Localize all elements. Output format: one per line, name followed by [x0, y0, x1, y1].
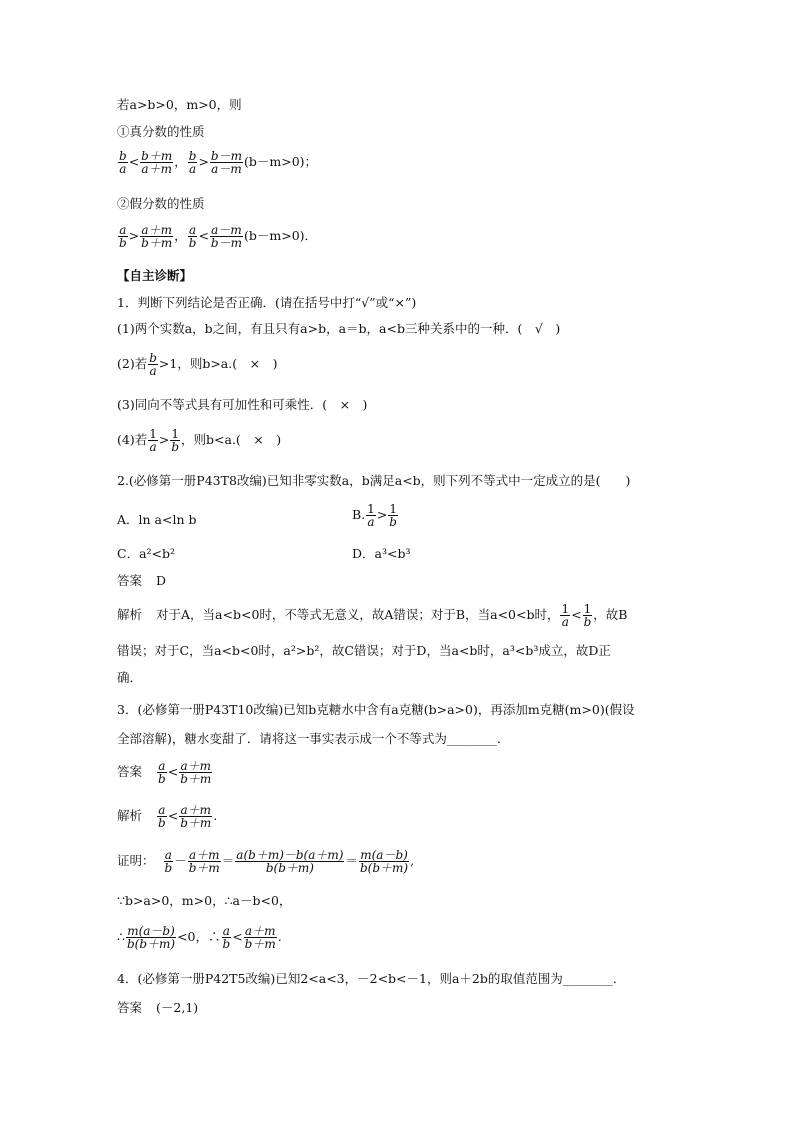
q2-analysis-1: 解析 对于A，当a<b<0时，不等式无意义，故A错误；对于B，当a<0<b时， $\frac{1}{a}$ < $\frac{1}{b}$ ，故B: [117, 602, 628, 629]
fraction: $\frac{a+m}{b+m}$: [141, 223, 173, 250]
q3-answer: 答案 $\frac{a}{b}$ < $\frac{a+m}{b+m}$: [117, 759, 212, 786]
q1-item-4: (4)若 $\frac{1}{a}$ > $\frac{1}{b}$ ，则b<a.( × ): [117, 427, 282, 454]
q2-stem: 2.(必修第一册P43T8改编)已知非零实数a，b满足a<b，则下列不等式中一定成立的是( ): [117, 473, 631, 488]
fraction: $\frac{a+m}{b+m}$: [180, 759, 212, 786]
q3-proof: 证明： $\frac{a}{b}$ － $\frac{a+m}{b+m}$ ＝ $\frac{a(b+m)-b(a+m)}{b(b+m)}$ ＝ $\frac{m(a-b)}{b(b+m)}$ ,: [117, 848, 415, 875]
q2-option-d: D．a³<b³: [352, 546, 411, 561]
q1-item-3: (3)同向不等式具有可加性和可乘性．( × ): [117, 397, 368, 412]
fraction: $\frac{b}{a}$: [149, 351, 157, 378]
fraction: $\frac{1}{b}$: [389, 502, 397, 529]
fraction: $\frac{a+m}{b+m}$: [188, 848, 220, 875]
prop2-title: ②假分数的性质: [117, 196, 205, 211]
fraction: $\frac{b}{a}$: [188, 149, 197, 176]
prop1-formula: $\frac{b}{a}$ < $\frac{b+m}{a+m}$ ， $\frac{b}{a}$ > $\frac{b-m}{a-m}$ (b－m>0)；: [119, 149, 318, 176]
q1-item-2: (2)若 $\frac{b}{a}$ >1，则b>a.( × ): [117, 351, 278, 378]
q1-item-1: (1)两个实数a，b之间，有且只有a>b，a＝b，a<b三种关系中的一种．( √ ): [117, 321, 561, 336]
prop2-formula: $\frac{a}{b}$ > $\frac{a+m}{b+m}$ ， $\frac{a}{b}$ < $\frac{a-m}{b-m}$ (b－m>0)．: [119, 223, 318, 250]
q4-stem: 4．(必修第一册P42T5改编)已知2<a<3，－2<b<－1，则a＋2b的取值范围为________．: [117, 971, 626, 986]
fraction: $\frac{b+m}{a+m}$: [141, 149, 173, 176]
fraction: $\frac{a}{b}$: [164, 848, 173, 875]
fraction: $\frac{1}{a}$: [149, 427, 157, 454]
fraction: $\frac{a+m}{b+m}$: [180, 803, 212, 830]
intro-line: 若a>b>0，m>0，则: [117, 97, 242, 112]
fraction: $\frac{a}{b}$: [222, 924, 231, 951]
fraction: $\frac{a-m}{b-m}$: [210, 223, 242, 250]
fraction: $\frac{a(b+m)-b(a+m)}{b(b+m)}$: [236, 848, 344, 875]
q3-stem-1: 3．(必修第一册P43T10改编)已知b克糖水中含有a克糖(b>a>0)，再添加m克糖(m>0)(假设: [117, 702, 635, 717]
q2-analysis-2: 错误；对于C，当a<b<0时，a²>b²，故C错误；对于D，当a<b时，a³<b³成立，故D正: [117, 643, 611, 658]
section-heading: 【自主诊断】: [117, 268, 193, 283]
q3-analysis: 解析 $\frac{a}{b}$ < $\frac{a+m}{b+m}$ .: [117, 803, 218, 830]
fraction: $\frac{a}{b}$: [188, 223, 197, 250]
q4-answer: 答案 (－2,1): [117, 1000, 199, 1015]
fraction: $\frac{a+m}{b+m}$: [244, 924, 276, 951]
fraction: $\frac{b-m}{a-m}$: [210, 149, 242, 176]
fraction: $\frac{1}{b}$: [583, 602, 592, 629]
fraction: $\frac{1}{b}$: [171, 427, 180, 454]
fraction: $\frac{m(a-b)}{b(b+m)}$: [359, 848, 409, 875]
fraction: $\frac{1}{a}$: [367, 502, 375, 529]
q2-option-a: A．ln a<ln b: [117, 512, 197, 527]
q1-stem: 1．判断下列结论是否正确．(请在括号中打“√”或“×”): [117, 295, 417, 310]
q2-answer: 答案 D: [117, 573, 167, 588]
q3-therefore: ∴ $\frac{m(a-b)}{b(b+m)}$ <0，∴ $\frac{a}{b}$ < $\frac{a+m}{b+m}$ .: [117, 924, 282, 951]
q3-since: ∵b>a>0，m>0，∴a－b<0，: [117, 893, 292, 908]
fraction: $\frac{1}{a}$: [561, 602, 570, 629]
fraction: $\frac{b}{a}$: [119, 149, 127, 176]
fraction: $\frac{a}{b}$: [158, 803, 166, 830]
q3-stem-2: 全部溶解)，糖水变甜了．请将这一事实表示成一个不等式为________．: [117, 731, 510, 746]
fraction: $\frac{a}{b}$: [158, 759, 166, 786]
q2-analysis-3: 确．: [117, 670, 143, 685]
q2-option-c: C．a²<b²: [117, 546, 176, 561]
fraction: $\frac{m(a-b)}{b(b+m)}$: [126, 924, 176, 951]
fraction: $\frac{a}{b}$: [119, 223, 127, 250]
q2-option-b: B. $\frac{1}{a}$ > $\frac{1}{b}$: [352, 502, 397, 529]
prop1-title: ①真分数的性质: [117, 124, 205, 139]
